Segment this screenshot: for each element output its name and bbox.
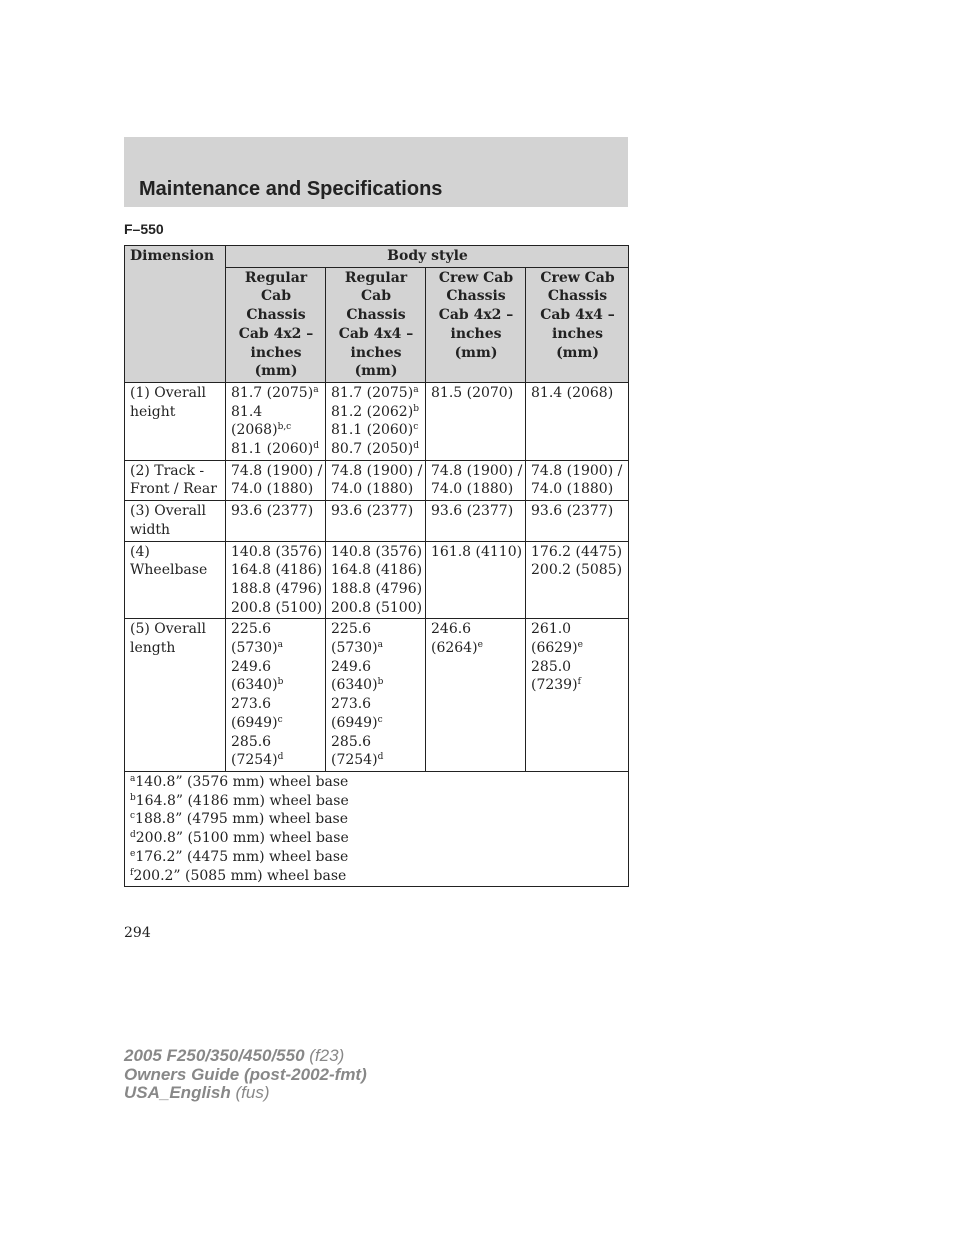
table-cell: 74.8 (1900) / 74.0 (1880) — [226, 460, 326, 500]
footnote-marker: e — [477, 640, 483, 651]
footnote-marker: d — [377, 752, 384, 763]
footnote-marker: f — [577, 677, 581, 688]
section-title: F–550 — [124, 221, 164, 237]
table-cell: 161.8 (4110) — [426, 541, 526, 619]
footnote-marker: c — [377, 714, 383, 725]
footnote-marker: a — [377, 640, 383, 651]
chapter-title: Maintenance and Specifications — [139, 178, 443, 200]
footnote: $^e$176.2” (4475 mm) wheel base — [130, 848, 349, 865]
table-cell: 74.8 (1900) / 74.0 (1880) — [326, 460, 426, 500]
footnote-marker: b — [413, 403, 419, 414]
footnote-marker: e — [577, 640, 583, 651]
footnote-marker: d — [313, 441, 319, 452]
table-cell: 246.6 $(6264)^e$ — [426, 619, 526, 772]
table-cell: 81.5 (2070) — [426, 382, 526, 460]
table-cell: 93.6 (2377) — [226, 501, 326, 541]
footnote-marker: a — [313, 384, 319, 395]
table-cell: 74.8 (1900) / 74.0 (1880) — [526, 460, 629, 500]
row-label: (2) Track - Front / Rear — [125, 460, 226, 500]
footer-model-code: (f23) — [309, 1046, 345, 1065]
footnote-marker: a — [277, 640, 283, 651]
footnote: $^b$164.8” (4186 mm) wheel base — [130, 792, 349, 809]
table-cell: 140.8 (3576) 164.8 (4186) 188.8 (4796) 200.8 (5100) — [226, 541, 326, 619]
table-cell: 74.8 (1900) / 74.0 (1880) — [426, 460, 526, 500]
table-cell: 81.7 $(2075)^a$ 81.2 $(2062)^b$ 81.1 $(2060)^c$ 80.7 $(2050)^d$ — [326, 382, 426, 460]
table-cell: 93.6 (2377) — [426, 501, 526, 541]
footnote-marker: d — [277, 752, 284, 763]
table-cell: 140.8 (3576) 164.8 (4186) 188.8 (4796) 200.8 (5100) — [326, 541, 426, 619]
table-cell: 225.6 $(5730)^a$ 249.6 $(6340)^b$ 273.6 $(6949)^c$ 285.6 $(7254)^d$ — [226, 619, 326, 772]
row-label: (1) Overall height — [125, 382, 226, 460]
footer-language: USA_English — [124, 1083, 231, 1102]
table-cell: 81.4 (2068) — [526, 382, 629, 460]
specifications-table — [124, 245, 629, 887]
column-header: Crew Cab Chassis Cab 4x4 – inches (mm) — [526, 267, 629, 382]
section-header-band — [124, 137, 628, 207]
footnote-marker: b,c — [277, 422, 292, 433]
column-header: Crew Cab Chassis Cab 4x2 – inches (mm) — [426, 267, 526, 382]
footer-language-code: (fus) — [235, 1083, 270, 1102]
footnote: $^c$188.8” (4795 mm) wheel base — [130, 811, 349, 828]
column-header: Regular Cab Chassis Cab 4x2 – inches (mm) — [226, 267, 326, 382]
footnotes-row — [125, 771, 629, 886]
table-row — [125, 460, 629, 500]
document-footer — [124, 1047, 367, 1103]
table-cell: 225.6 $(5730)^a$ 249.6 $(6340)^b$ 273.6 $(6949)^c$ 285.6 $(7254)^d$ — [326, 619, 426, 772]
table-cell: 93.6 (2377) — [326, 501, 426, 541]
footnote: $^f$200.2” (5085 mm) wheel base — [130, 867, 347, 884]
table-cell: 176.2 (4475) 200.2 (5085) — [526, 541, 629, 619]
table-header-row — [125, 246, 629, 268]
footer-guide: Owners Guide (post-2002-fmt) — [124, 1064, 367, 1084]
table-row — [125, 382, 629, 460]
footer-model: 2005 F250/350/450/550 — [124, 1046, 305, 1065]
body-style-header: Body style — [226, 246, 629, 268]
dimension-header: Dimension — [125, 246, 226, 383]
table-row — [125, 501, 629, 541]
footnote-marker: d — [413, 441, 419, 452]
footnote-marker: a — [413, 384, 419, 395]
table-body — [125, 382, 629, 771]
page-number: 294 — [124, 925, 151, 941]
footnote-marker: c — [413, 422, 419, 433]
row-label: (5) Overall length — [125, 619, 226, 772]
footnote: $^a$140.8” (3576 mm) wheel base — [130, 773, 349, 790]
column-header: Regular Cab Chassis Cab 4x4 – inches (mm) — [326, 267, 426, 382]
footnote-marker: b — [277, 677, 284, 688]
table-row — [125, 541, 629, 619]
footnotes — [125, 771, 629, 886]
row-label: (4) Wheelbase — [125, 541, 226, 619]
footnote: $^d$200.8” (5100 mm) wheel base — [130, 830, 349, 847]
footnote-marker: b — [377, 677, 384, 688]
footnote-marker: c — [277, 714, 283, 725]
table-cell: 261.0 $(6629)^e$ 285.0 $(7239)^f$ — [526, 619, 629, 772]
table-row — [125, 619, 629, 772]
table-cell: 93.6 (2377) — [526, 501, 629, 541]
table-cell: 81.7 $(2075)^a$ 81.4 $(2068)^{b,c}$ 81.1 $(2060)^d$ — [226, 382, 326, 460]
row-label: (3) Overall width — [125, 501, 226, 541]
